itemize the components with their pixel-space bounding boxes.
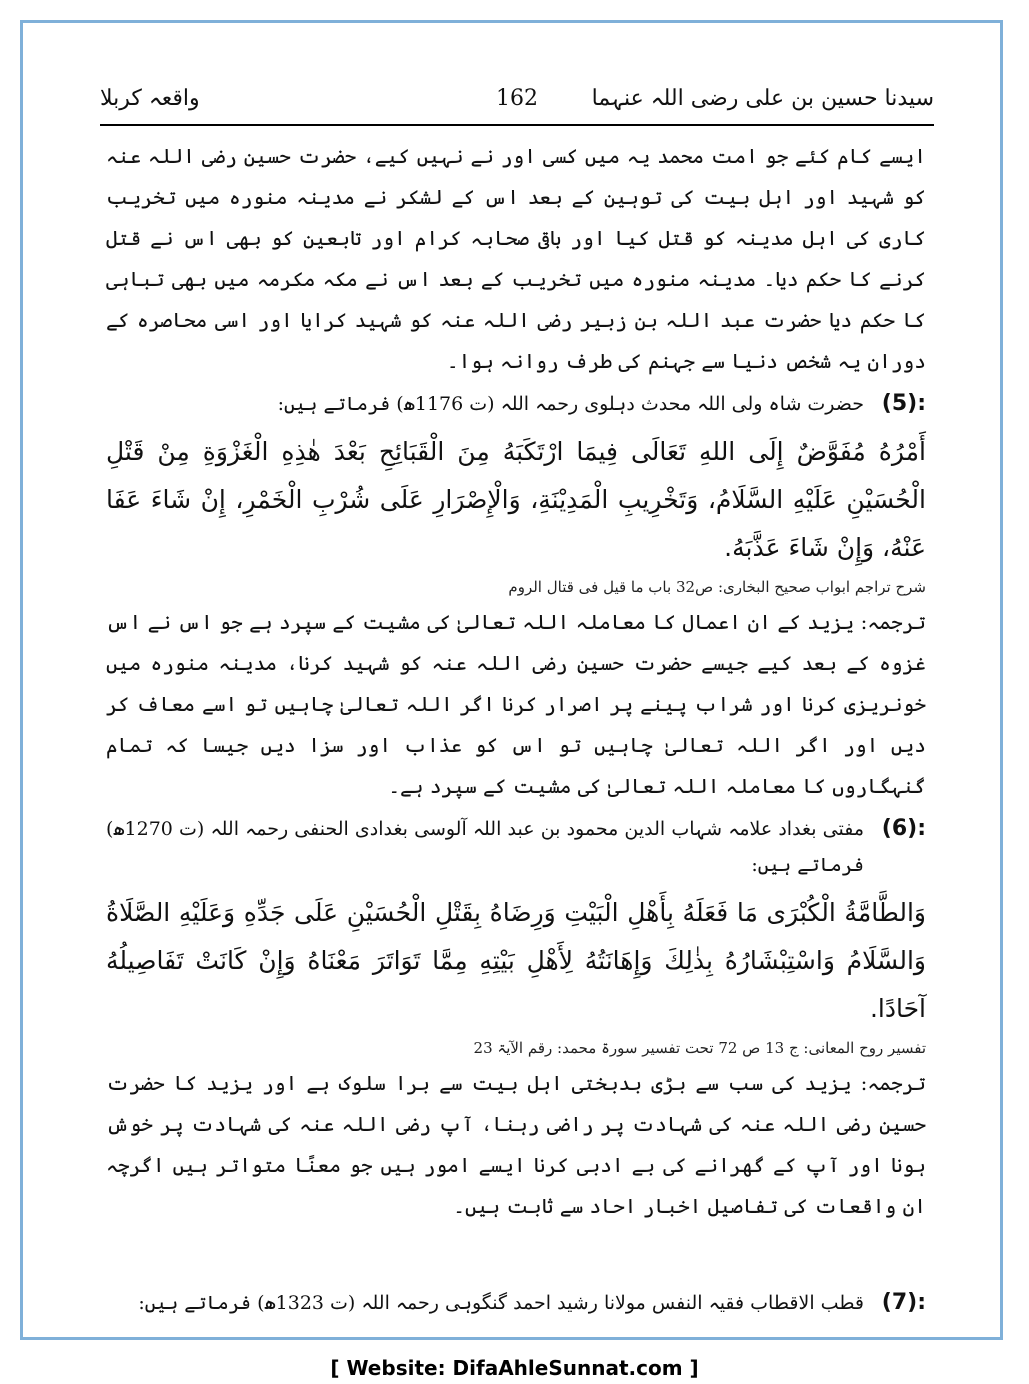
section-5-reference: شرح تراجم ابواب صحیح البخاری: ص32 باب ما قیل فی قتال الروم — [508, 578, 926, 596]
website-footer: [ Website: DifaAhleSunnat.com ] — [330, 1356, 699, 1380]
section-5-translation-label: ترجمہ: — [860, 610, 927, 634]
section-5-arabic-quote: أَمْرُهُ مُفَوَّضٌ إِلَى اللهِ تَعَالَى فِيمَا ارْتَكَبَهُ مِنَ الْقَبَائِحِ بَعْدَ هٰذِهِ الْغَزْوَةِ مِنْ قَتْلِ الْحُسَيْنِ عَلَيْهِ السَّلَامُ، وَتَخْرِيبِ الْمَدِيْنَةِ، وَالْإِصْرَارِ عَلَى شُرْبِ الْخَمْرِ، إِنْ شَاءَ عَفَا عَنْهُ، وَإِنْ شَاءَ عَذَّبَهُ. — [106, 437, 926, 562]
section-5-heading — [106, 386, 926, 422]
section-6-translation-text: یزید کی سب سے بڑی بدبختی اہل بیت سے برا سلوک ہے اور یزید کا حضرت حسین رضی اللہ عنہ کی شہادت پر راضی رہنا، آپ رضی اللہ عنہ کی شہادت پر خوش ہونا اور آپ کے گھرانے کی بے ادبی کرنا ایسے امور ہیں جو معنًا متواتر ہیں اگرچہ ان واقعات کی تفاصیل اخبار احاد سے ثابت ہیں۔ — [106, 1071, 926, 1218]
section-6-intro: مفتی بغداد علامہ شہاب الدین محمود بن عبد اللہ آلوسی بغدادی الحنفی رحمہ اللہ (ت 1270ھ) فرماتے ہیں: — [106, 818, 864, 876]
chapter-title: واقعہ کربلا — [100, 86, 200, 111]
section-5-number: (5): — [881, 391, 926, 416]
book-title: سیدنا حسین بن علی رضی اللہ عنہما — [591, 86, 934, 111]
paragraph-1: ایسے کام کئے جو امت محمد یہ میں کسی اور نے نہیں کیے، حضرت حسین رضی اللہ عنہ کو شہید اور اہل بیت کی توہین کے بعد اس کے لشکر نے مدینہ منورہ میں تخریب کاری کی اہل مدینہ کو قتل کیا اور باقی صحابہ کرام اور تابعین کو بھی اس نے قتل کرنے کا حکم دیا۔ مدینہ منورہ میں تخریب کے بعد اس نے مکہ مکرمہ میں بھی تباہی کا حکم دیا حضرت عبد اللہ بن زبیر رضی اللہ عنہ کو شہید کرایا اور اسی محاصرہ کے دوران یہ شخص دنیا سے جہنم کی طرف روانہ ہوا۔ — [106, 144, 926, 373]
section-7-heading — [106, 1285, 926, 1321]
section-5-intro: حضرت شاہ ولی اللہ محدث دہلوی رحمہ اللہ (ت 1176ھ) فرماتے ہیں: — [277, 393, 864, 415]
section-5-translation — [106, 602, 926, 807]
section-7-intro: قطب الاقطاب فقیہ النفس مولانا رشید احمد گنگوہی رحمہ اللہ (ت 1323ھ) فرماتے ہیں: — [138, 1292, 864, 1314]
section-6-reference: تفسیر روح المعانی: ج 13 ص 72 تحت تفسیر سورۃ محمد: رقم الآیۃ 23 — [473, 1039, 926, 1057]
section-6-arabic-quote: وَالطَّامَّةُ الْكُبْرَى مَا فَعَلَهُ بِأَهْلِ الْبَيْتِ وَرِضَاهُ بِقَتْلِ الْحُسَيْنِ عَلَى جَدِّهِ وَعَلَيْهِ الصَّلَاةُ وَالسَّلَامُ وَاسْتِبْشَارُهُ بِذٰلِكَ وَإِهَانَتُهُ لِأَهْلِ بَيْتِهِ مِمَّا تَوَاتَرَ مَعْنَاهُ وَإِنْ كَانَتْ تَفَاصِيلُهُ آحَادًا. — [106, 898, 926, 1023]
section-7-number: (7): — [881, 1290, 926, 1315]
page-body — [106, 136, 926, 1321]
page-number: 162 — [496, 86, 538, 111]
section-6-translation — [106, 1063, 926, 1227]
page-header — [100, 80, 934, 126]
section-5-translation-text: یزید کے ان اعمال کا معاملہ اللہ تعالیٰ کی مشیت کے سپرد ہے جو اس نے اس غزوہ کے بعد کیے جیسے حضرت حسین رضی اللہ عنہ کو شہید کرنا، مدینہ منورہ میں خونریزی کرنا اور شراب پینے پر اصرار کرنا اگر اللہ تعالیٰ چاہیں تو اسے معاف کر دیں اور اگر اللہ تعالیٰ چاہیں تو اس کو عذاب اور سزا دیں جیسا کہ تمام گنہگاروں کا معاملہ اللہ تعالیٰ کی مشیت کے سپرد ہے۔ — [106, 610, 926, 798]
section-6-heading — [106, 811, 926, 883]
section-6-translation-label: ترجمہ: — [860, 1071, 926, 1095]
section-6-number: (6): — [881, 816, 926, 841]
section-spacer — [106, 1227, 926, 1281]
